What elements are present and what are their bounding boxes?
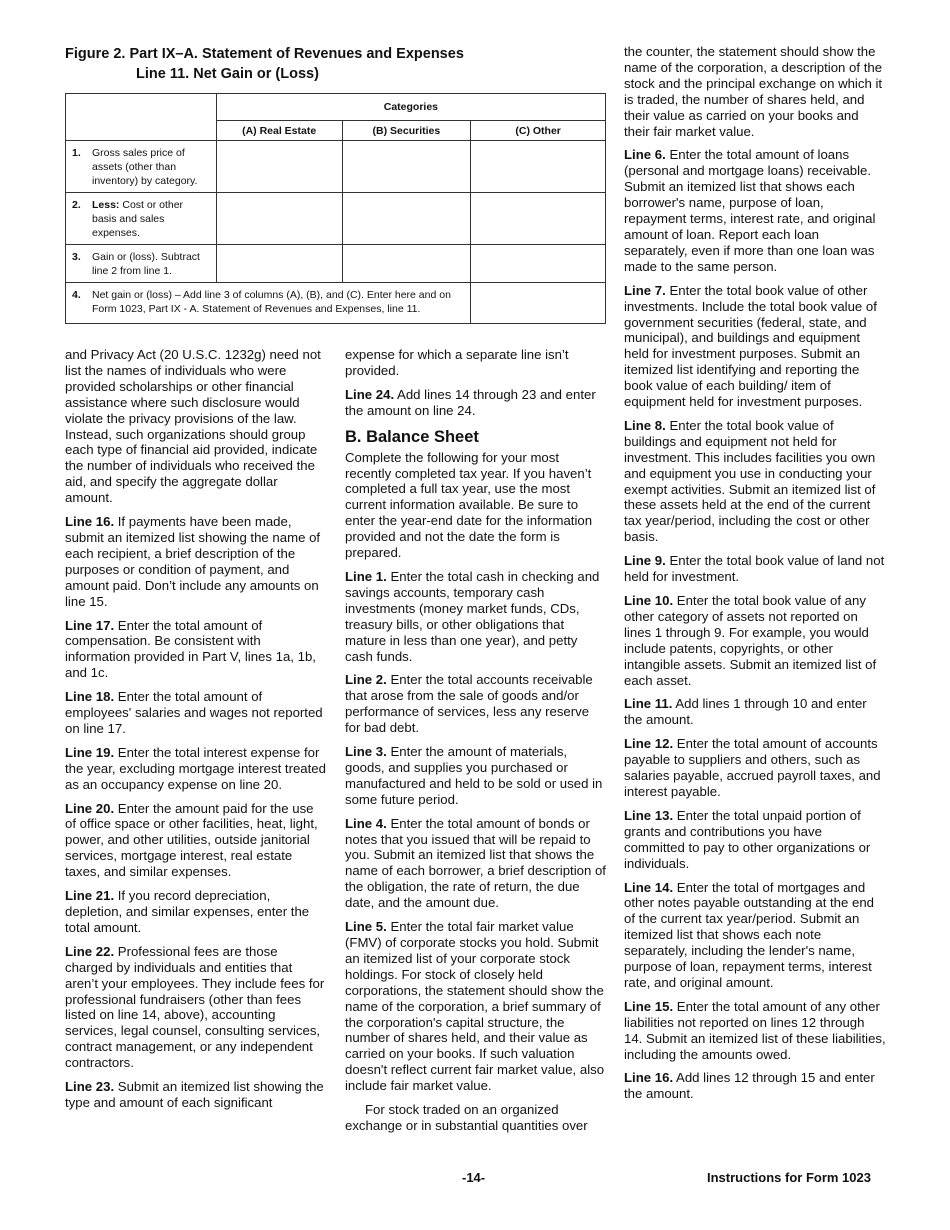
paragraph-text: Add lines 14 through 23 and enter the amount on line 24. [345, 386, 596, 418]
row-number: 4. [72, 289, 81, 301]
paragraph [624, 880, 886, 991]
paragraph-text: Enter the total amount of bonds or notes that you issued that will be repaid to you. Submit an itemized list that shows the name of each borrower, a brief description of the obligation, the rate of return, the due date, and the amount due. [345, 815, 606, 911]
form-name: Instructions for Form 1023 [707, 1170, 871, 1185]
figure-table [65, 93, 606, 324]
paragraph [345, 744, 607, 808]
paragraph-text: Complete the following for your most recently completed tax year. If you haven’t completed a full tax year, use the most current information available. Be sure to enter the year-end date for the information provided and not the date the form is prepared. [345, 449, 593, 561]
paragraph-text: Enter the total book value of buildings and equipment not held for investment. This includes facilities you own and equipment you use in conducting your exempt activities. Submit an itemized list of these assets held at the end of the current tax year/period, including the cost or other basis. [624, 417, 876, 545]
line-label: Line 3. [345, 744, 387, 760]
table-row [66, 193, 606, 245]
paragraph [624, 147, 886, 274]
paragraph-text: and Privacy Act (20 U.S.C. 1232g) need not list the names of individuals who were provided scholarships or other financial assistance where such disclosure would violate the privacy provisions of the law. Instead, such organizations should group each type of financial aid provided, indicate the number of individuals who received the aid, and specify the aggregate dollar amount. [65, 347, 321, 506]
line-label: Line 4. [345, 815, 387, 831]
paragraph [624, 44, 886, 139]
line-label: Line 18. [65, 689, 115, 705]
paragraph [345, 347, 607, 379]
paragraph-text: Add lines 1 through 10 and enter the amount. [624, 696, 867, 728]
table-corner-cell [66, 94, 217, 141]
paragraph-text: Add lines 12 through 15 and enter the amount. [624, 1070, 875, 1102]
paragraph [65, 801, 327, 881]
line-label: Line 7. [624, 282, 666, 298]
line-label: Line 14. [624, 879, 674, 895]
paragraph: For stock traded on an organized exchange or in substantial quantities over [345, 1102, 588, 1133]
paragraph [624, 1070, 886, 1102]
paragraph [345, 672, 607, 736]
table-cell [471, 283, 606, 324]
line-label: Line 8. [624, 417, 666, 433]
paragraph [624, 418, 886, 545]
paragraph [65, 1079, 327, 1111]
line-label: Line 11. [624, 696, 673, 712]
paragraph-text: the counter, the statement should show the name of the corporation, a description of the stock and the principal exchange on which it is traded, the number of shares held, and their value as carried on your books and their fair market value. [624, 44, 883, 139]
line-label: Line 20. [65, 800, 115, 816]
row-label: Gain or (loss). Subtract line 2 from line 1. [92, 251, 200, 277]
paragraph-text: Enter the total amount of accounts payable to suppliers and others, such as salaries payable, accrued payroll taxes, and interest payable. [624, 736, 881, 799]
paragraph [624, 736, 886, 800]
paragraph-text: Submit an itemized list showing the type and amount of each significant [65, 1079, 324, 1110]
line-label: Line 23. [65, 1079, 115, 1095]
paragraph-text: Professional fees are those charged by individuals and entities that aren’t your employees. They include fees for professional fundraisers (other than fees listed on line 14, above), accounting services, legal counsel, consulting services, contract management, or any independent contractors. [65, 943, 325, 1071]
section-heading-balance-sheet: B. Balance Sheet [345, 427, 479, 446]
paragraph-text: Enter the total book value of other investments. Include the total book value of government securities (federal, state, and municipal), and buildings and equipment held for investment purposes. Submit an itemized list identifying and reporting the book value of each building/ item of equipment held for investment purposes. [624, 282, 877, 410]
line-label: Line 1. [345, 568, 387, 584]
page-number: -14- [462, 1170, 486, 1185]
column-header-securities: (B) Securities [342, 121, 471, 141]
paragraph [65, 514, 327, 609]
figure-title-block [65, 44, 625, 84]
row-number: 3. [72, 251, 81, 263]
line-label: Line 10. [624, 593, 674, 608]
row-label: Gross sales price of assets (other than inventory) by category. [92, 147, 198, 187]
paragraph-text: Enter the amount paid for the use of office space or other facilities, heat, light, power, and other utilities, outside janitorial services, mortgage interest, real estate taxes, and similar expenses. [65, 800, 318, 880]
row-label-bold: Less: [92, 199, 120, 211]
paragraph-text: expense for which a separate line isn’t provided. [345, 347, 569, 378]
line-label: Line 21. [65, 888, 115, 904]
paragraph-text: Enter the amount of materials, goods, and supplies you purchased or manufactured and held to be sold or used in some future period. [345, 744, 603, 807]
line-label: Line 6. [624, 147, 666, 163]
paragraph [345, 816, 607, 911]
line-label: Line 16. [65, 514, 115, 530]
paragraph [65, 347, 327, 506]
line-label: Line 5. [345, 919, 387, 935]
paragraph [345, 387, 607, 419]
column-header-real-estate: (A) Real Estate [216, 121, 342, 141]
table-cell [342, 245, 471, 283]
line-label: Line 22. [65, 943, 115, 959]
paragraph [345, 919, 607, 1094]
paragraph-text: Enter the total amount of employees' salaries and wages not reported on line 17. [65, 689, 323, 736]
paragraph [624, 283, 886, 410]
balance-after [345, 450, 607, 1094]
row-number: 2. [72, 199, 81, 211]
table-row [66, 245, 606, 283]
paragraph [65, 618, 327, 682]
table-cell [216, 193, 342, 245]
paragraph-text: Enter the total amount of loans (personal and mortgage loans) receivable. Submit an itemized list that shows each borrower's name, purpose of loan, repayment terms, interest rate, and original amount of loan. Report each loan separately, even if more than one loan was made to the same person. [624, 147, 876, 274]
row-number: 1. [72, 147, 81, 159]
paragraph-text: Enter the total of mortgages and other notes payable outstanding at the end of the current tax year/period. Submit an itemized list that shows each note separately, including the lender's name, purpose of loan, repayment terms, interest rate, and original amount. [624, 879, 875, 990]
paragraph-text: If payments have been made, submit an itemized list showing the name of each recipient, a brief description of the purposes or condition of payment, and amount paid. Don’t include any amounts on line 15. [65, 514, 321, 609]
table-row [66, 141, 606, 193]
paragraph [624, 593, 886, 688]
paragraph-text: Enter the total amount of any other liabilities not reported on lines 12 through 14. Submit an itemized list of these liabilities, including the amounts owed. [624, 998, 886, 1062]
line-label: Line 15. [624, 998, 674, 1014]
categories-header: Categories [216, 94, 605, 121]
text-column-right [624, 44, 886, 1110]
row-label: Net gain or (loss) – Add line 3 of columns (A), (B), and (C). Enter here and on Form 1023, Part IX - A. Statement of Revenues and Expenses, line 11. [92, 289, 451, 315]
paragraph [65, 745, 327, 793]
paragraph-text: Enter the total amount of compensation. Be consistent with information provided in Part V, lines 1a, 1b, and 1c. [65, 617, 316, 681]
text-column-middle [345, 347, 607, 1142]
paragraph-text: Enter the total unpaid portion of grants and contributions you have committed to pay to other organizations or individuals. [624, 807, 871, 871]
table-cell [471, 245, 606, 283]
paragraph-text: Enter the total accounts receivable that arose from the sale of goods and/or performance of services, less any reserve for bad debt. [345, 672, 593, 736]
line-label: Line 24. [345, 386, 395, 402]
figure-subtitle: Line 11. Net Gain or (Loss) [136, 66, 319, 82]
paragraph-text: Enter the total fair market value (FMV) of corporate stocks you hold. Submit an itemized list of your corporate stock holdings. For stock of closely held corporations, the statement should show the name of the corporation, a brief summary of the corporation's capital structure, the number of shares held, and their value as carried on your books. If such valuation doesn't reflect current fair market value, also include fair market value. [345, 919, 605, 1094]
line-label: Line 2. [345, 672, 387, 688]
table-cell [471, 193, 606, 245]
paragraph [624, 553, 886, 585]
paragraph [345, 569, 607, 664]
paragraph [65, 944, 327, 1071]
paragraph-text: Enter the total book value of land not held for investment. [624, 553, 885, 585]
table-cell [216, 245, 342, 283]
table-cell [216, 141, 342, 193]
paragraph [624, 808, 886, 872]
balance-before [345, 347, 607, 419]
paragraph [65, 689, 327, 737]
paragraph-text: Enter the total interest expense for the year, excluding mortgage interest treated as an occupancy expense on line 20. [65, 744, 326, 792]
paragraph-text: If you record depreciation, depletion, and similar expenses, enter the total amount. [65, 888, 310, 935]
paragraph-text: Enter the total book value of any other category of assets not reported on lines 1 through 9. For example, you would include patents, copyrights, or other intangible assets. Submit an itemized list of each asset. [624, 593, 877, 688]
line-label: Line 16. [624, 1070, 674, 1086]
paragraph [624, 696, 886, 728]
paragraph [345, 450, 607, 561]
column-header-other: (C) Other [471, 121, 606, 141]
table-cell [342, 193, 471, 245]
table-row [66, 283, 606, 324]
table-cell [471, 141, 606, 193]
row-label: Cost or other basis and sales expenses. [92, 199, 184, 239]
figure-title: Figure 2. Part IX–A. Statement of Revenues and Expenses [65, 46, 464, 62]
line-label: Line 19. [65, 744, 115, 760]
line-label: Line 13. [624, 807, 674, 823]
paragraph [65, 888, 327, 936]
line-label: Line 9. [624, 553, 666, 569]
text-column-left [65, 347, 327, 1119]
table-cell [342, 141, 471, 193]
paragraph-text: Enter the total cash in checking and savings accounts, temporary cash investments (money market funds, CDs, treasury bills, or other obligations that mature in less than one year), and petty cash funds. [345, 568, 600, 664]
line-label: Line 17. [65, 617, 115, 633]
paragraph [624, 999, 886, 1063]
line-label: Line 12. [624, 736, 674, 752]
